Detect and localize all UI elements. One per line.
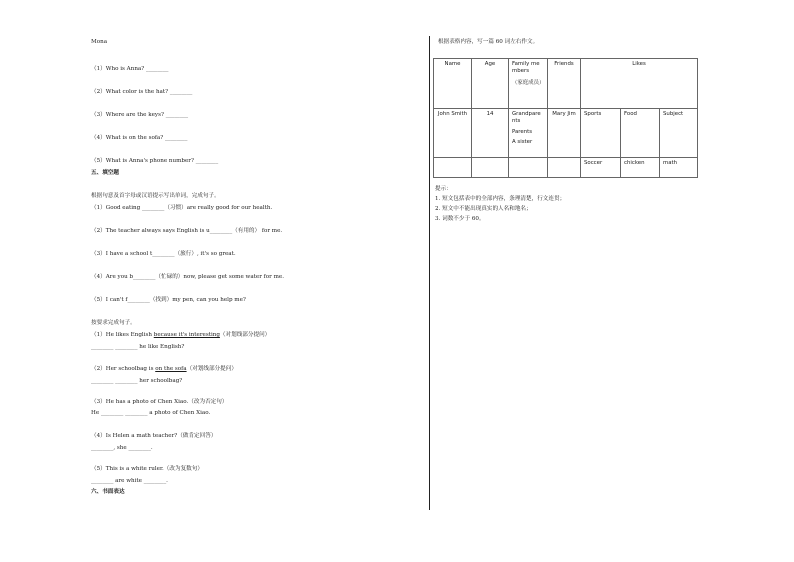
age-cell: 14 (472, 109, 509, 158)
header-name: Mona (91, 39, 108, 45)
family-member: Parents (512, 128, 533, 135)
transform-question-4: （4）Is Helen a math teacher?（做肯定回答） (91, 433, 217, 439)
transform-question-1 (91, 332, 270, 339)
family-member: A sister (512, 139, 533, 146)
empty-cell (472, 158, 509, 178)
tips-title: 提示： (435, 186, 452, 192)
header-friends-cell: Friends (548, 59, 581, 109)
fill-question-5: （5）I can't f________（找到）my pen, can you help me? (91, 297, 246, 303)
t1-underlined: because it's interesting (153, 332, 220, 338)
question-5: （5）What is Anna's phone number? ________ (91, 158, 219, 164)
likes-sports-value: Soccer (581, 158, 621, 178)
t2-underlined: on the sofa (155, 366, 187, 372)
transform-question-2 (91, 366, 237, 373)
writing-instruction: 根据表格内容，写一篇 60 词左右作文。 (438, 39, 539, 45)
fill-question-1: （1）Good eating ________（习惯）are really good for our health. (91, 205, 273, 211)
info-table (433, 58, 698, 178)
likes-food-value: chicken (621, 158, 660, 178)
transform-instruction: 按要求完成句子。 (91, 320, 136, 326)
table-row (434, 158, 698, 178)
transform-answer-4: ________, she ________. (91, 445, 153, 451)
t2-post: （对划线部分提问） (186, 366, 237, 372)
header-likes-cell: Likes (581, 59, 698, 109)
question-4: （4）What is on the sofa? ________ (91, 135, 188, 141)
transform-answer-2: ________ ________ her schoolbag? (91, 378, 183, 384)
question-2: （2）What color is the hat? ________ (91, 89, 193, 95)
header-family-en: Family members (512, 61, 540, 74)
tip-item: 2. 短文中不能出现真实的人名和地名； (435, 206, 532, 212)
header-family-cell (509, 59, 548, 109)
header-family-cn: （家庭成员） (512, 79, 545, 86)
header-age-cell: Age (472, 59, 509, 109)
header-name-cell: Name (434, 59, 472, 109)
transform-question-3: （3）He has a photo of Chen Xiao.（改为否定句） (91, 399, 228, 405)
friends-cell: Mary Jim (548, 109, 581, 158)
likes-sports-header: Sports (581, 109, 621, 158)
table-row (434, 59, 698, 109)
section-5-title: 五、填空题 (91, 170, 119, 176)
t1-post: （对划线部分提问） (219, 332, 271, 338)
tip-item: 1. 短文包括表中的全部内容，条理清楚，行文连贯； (435, 196, 566, 202)
name-cell: John Smith (434, 109, 472, 158)
empty-cell (548, 158, 581, 178)
fill-question-2: （2）The teacher always says English is u________（有用的） for me. (91, 228, 283, 234)
fill-question-3: （3）I have a school t________（旅行）, it's so great. (91, 251, 236, 257)
tip-item: 3. 词数不少于 60。 (435, 216, 485, 222)
empty-cell (434, 158, 472, 178)
family-member: Grandparents (512, 111, 541, 124)
t1-pre: （1）He likes English (91, 332, 154, 338)
section-6-title: 六、书面表达 (91, 489, 125, 495)
likes-food-header: Food (621, 109, 660, 158)
fill-instruction: 根据句意及首字母或汉语提示写出单词，完成句子。 (91, 193, 220, 199)
question-3: （3）Where are the keys? ________ (91, 112, 189, 118)
fill-question-4: （4）Are you b________（忙碌的）now, please get some water for me. (91, 274, 284, 280)
transform-answer-1: ________ ________ he like English? (91, 344, 185, 350)
family-cell (509, 109, 548, 158)
transform-answer-5: ________ are white ________. (91, 478, 168, 484)
table-row (434, 109, 698, 158)
t2-pre: （2）Her schoolbag is (91, 366, 156, 372)
likes-subject-value: math (660, 158, 698, 178)
likes-subject-header: Subject (660, 109, 698, 158)
transform-question-5: （5）This is a white ruler.（改为复数句） (91, 466, 203, 472)
transform-answer-3: He ________ ________ a photo of Chen Xiao. (91, 410, 211, 416)
empty-cell (509, 158, 548, 178)
column-divider (429, 36, 430, 510)
question-1: （1）Who is Anna? ________ (91, 66, 169, 72)
